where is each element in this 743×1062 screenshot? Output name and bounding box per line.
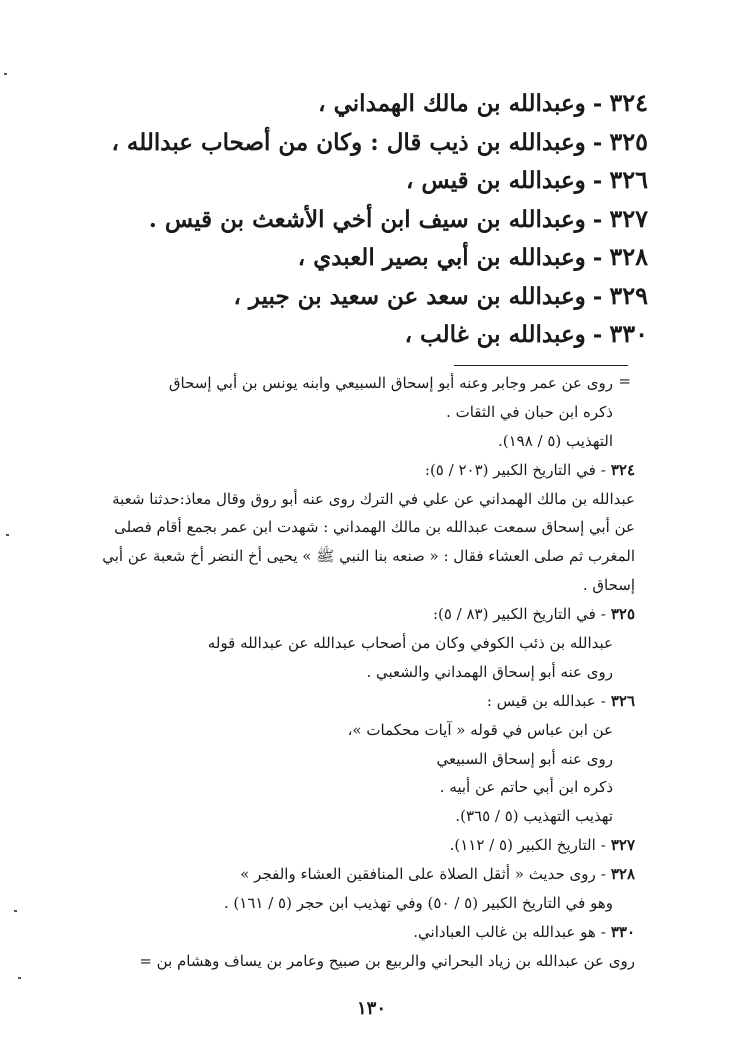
main-entry: ٣٣٠ - وعبدالله بن غالب ، <box>404 319 648 348</box>
scan-speck <box>14 910 17 912</box>
entry-number: ٣٢٩ <box>609 280 648 310</box>
footnote-heading: ٣٢٤-في التاريخ الكبير (٢٠٣ / ٥): <box>424 460 635 479</box>
footnotes <box>95 369 635 976</box>
footnote-heading: ٣٢٥-في التاريخ الكبير (٨٣ / ٥): <box>432 605 635 624</box>
footnote-line: عبدالله بن ذئب الكوفي وكان من أصحاب عبدالله عن عبدالله قوله <box>207 634 613 653</box>
main-entry: ٣٢٨ - وعبدالله بن أبي بصير العبدي ، <box>297 242 648 271</box>
footnote-line: عن ابن عباس في قوله « آيات محكمات »، <box>347 720 613 739</box>
entry-number: ٣٢٤ <box>609 88 648 117</box>
footnote-line: إسحاق . <box>582 576 635 595</box>
footnote-heading: ٣٢٧-التاريخ الكبير (٥ / ١١٢). <box>449 836 635 855</box>
entry-number: ٣٢٦ <box>609 165 648 194</box>
footnote-line: التهذيب (٥ / ١٩٨). <box>497 431 613 450</box>
footnote-separator <box>454 365 628 366</box>
main-entry: ٣٢٤ - وعبدالله بن مالك الهمداني ، <box>318 88 648 117</box>
continuation-marker: = <box>618 372 631 390</box>
main-entry: ٣٢٧ - وعبدالله بن سيف ابن أخي الأشعث بن قيس . <box>148 203 648 233</box>
entry-number: ٣٢٥ <box>609 126 648 156</box>
entry-number: ٣٢٧ <box>609 203 648 233</box>
footnote-line: المغرب ثم صلى العشاء فقال : « صنعه بنا النبي ﷺ » يحيى أخ النضر أخ شعبة عن أبي <box>102 547 635 566</box>
footnote-line: روى عن عبدالله بن زياد البحراني والربيع بن صبيح وعامر بن يساف وهشام بن = <box>139 951 635 970</box>
footnote-line: ذكره ابن أبي حاتم عن أبيه . <box>439 778 613 797</box>
footnote-heading: ٣٢٦-عبدالله بن قيس : <box>486 691 635 710</box>
main-entry: ٣٢٩ - وعبدالله بن سعد عن سعيد بن جبير ، <box>233 280 648 310</box>
footnote-line: ذكره ابن حبان في الثقات . <box>446 402 613 421</box>
scan-speck <box>6 534 9 536</box>
page-number: ١٣٠ <box>356 998 386 1019</box>
entry-text: وعبدالله بن سعد عن سعيد بن جبير ، <box>233 282 586 310</box>
main-entry: ٣٢٥ - وعبدالله بن ذيب قال : وكان من أصحاب عبدالله ، <box>111 126 648 156</box>
scan-speck <box>4 73 7 75</box>
footnote-line: روى عنه أبو إسحاق الهمداني والشعبي . <box>366 662 613 681</box>
footnote-line: وهو في التاريخ الكبير (٥ / ٥٠) وفي تهذيب ابن حجر (٥ / ١٦١) . <box>223 894 613 913</box>
footnote-heading: ٣٣٠-هو عبدالله بن غالب العباداني. <box>413 922 635 941</box>
entry-text: وعبدالله بن مالك الهمداني ، <box>318 90 586 117</box>
entry-text: وعبدالله بن قيس ، <box>405 167 586 194</box>
entry-number: ٣٣٠ <box>609 319 648 348</box>
footnote-line: تهذيب التهذيب (٥ / ٣٦٥). <box>455 807 613 826</box>
entry-number: ٣٢٨ <box>609 242 648 271</box>
footnote-line: روى عنه أبو إسحاق السبيعي <box>436 749 613 768</box>
entry-text: وعبدالله بن أبي بصير العبدي ، <box>297 244 586 271</box>
main-entry-list <box>88 88 648 358</box>
footnote-heading: ٣٢٨-روى حديث « أثقل الصلاة على المنافقين العشاء والفجر » <box>240 865 635 884</box>
footnote-line: عبدالله بن مالك الهمداني عن علي في الترك روى عنه أبو روق وقال معاذ:حدثنا شعبة <box>112 489 635 508</box>
entry-text: وعبدالله بن غالب ، <box>404 321 586 348</box>
main-entry: ٣٢٦ - وعبدالله بن قيس ، <box>405 165 648 194</box>
footnote-line: روى عن عمر وجابر وعنه أبو إسحاق السبيعي وابنه يونس بن أبي إسحاق <box>168 374 613 392</box>
entry-text: وعبدالله بن سيف ابن أخي الأشعث بن قيس . <box>148 205 586 233</box>
footnote-line: عن أبي إسحاق سمعت عبدالله بن مالك الهمداني : شهدت ابن عمر بجمع أقام فصلى <box>114 518 635 537</box>
scan-speck <box>18 977 21 979</box>
entry-text: وعبدالله بن ذيب قال : وكان من أصحاب عبدالله ، <box>111 128 586 156</box>
